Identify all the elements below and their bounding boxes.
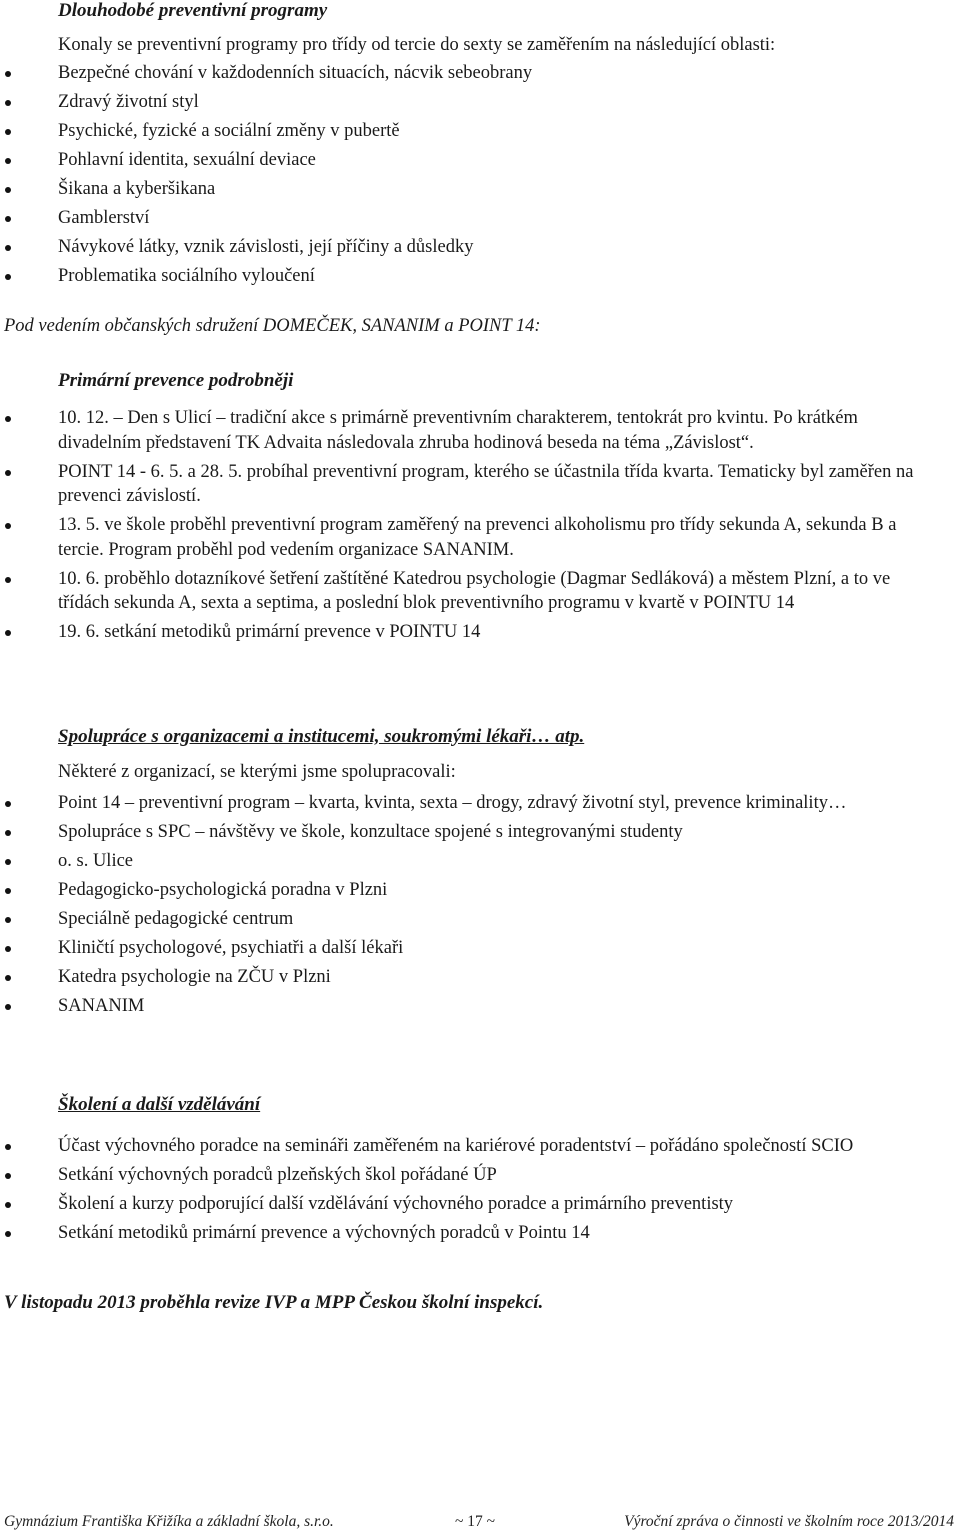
list-item: Setkání výchovných poradců plzeňských škol pořádané ÚP bbox=[0, 1163, 938, 1188]
organization-list bbox=[0, 791, 960, 1023]
footer-report-title: Výroční zpráva o činnosti ve školním roce 2013/2014 bbox=[624, 1513, 954, 1530]
list-item: POINT 14 - 6. 5. a 28. 5. probíhal preventivní program, kterého se účastnila třída kvarta. Tematicky byl zaměřen na prevenci závislostí. bbox=[0, 460, 938, 509]
list-item: Setkání metodiků primární prevence a výchovných poradců v Pointu 14 bbox=[0, 1221, 938, 1246]
list-item: Problematika sociálního vyloučení bbox=[0, 262, 960, 291]
list-item: Školení a kurzy podporující další vzdělávání výchovného poradce a primárního preventisty bbox=[0, 1192, 938, 1217]
list-item: Pohlavní identita, sexuální deviace bbox=[0, 146, 960, 175]
list-item: Bezpečné chování v každodenních situacích, nácvik sebeobrany bbox=[0, 59, 960, 88]
footer-page-number: ~ 17 ~ bbox=[455, 1513, 496, 1530]
prevention-event-list bbox=[0, 406, 960, 649]
section-title-training: Školení a další vzdělávání bbox=[58, 1094, 261, 1115]
section-intro: Některé z organizací, se kterými jsme spolupracovali: bbox=[58, 762, 456, 782]
list-item: Point 14 – preventivní program – kvarta, kvinta, sexta – drogy, zdravý životní styl, prevence kriminality… bbox=[0, 791, 938, 816]
section-title-long-term-programs: Dlouhodobé preventivní programy bbox=[58, 0, 328, 21]
list-item: 10. 12. – Den s Ulicí – tradiční akce s primárně preventivním charakterem, tentokrát pro kvintu. Po krátkém divadelním představení TK Advaita následovala zhruba hodinová beseda na téma „Závislost“. bbox=[0, 406, 938, 455]
list-item: Návykové látky, vznik závislosti, její příčiny a důsledky bbox=[0, 233, 960, 262]
list-item: Pedagogicko-psychologická poradna v Plzni bbox=[0, 878, 938, 903]
list-item: o. s. Ulice bbox=[0, 849, 938, 874]
list-item: 10. 6. proběhlo dotazníkové šetření zaštítěné Katedrou psychologie (Dagmar Sedláková) a městem Plzní, a to ve třídách sekunda A, sexta a septima, a poslední blok preventivního programu v kvartě v POINTU 14 bbox=[0, 567, 938, 616]
list-item: Speciálně pedagogické centrum bbox=[0, 907, 938, 932]
footer-school-name: Gymnázium Františka Křižíka a základní škola, s.r.o. bbox=[4, 1513, 334, 1530]
leadership-note: Pod vedením občanských sdružení DOMEČEK, SANANIM a POINT 14: bbox=[4, 316, 541, 336]
list-item: 19. 6. setkání metodiků primární prevence v POINTU 14 bbox=[0, 620, 938, 645]
list-item: Kliničtí psychologové, psychiatři a další lékaři bbox=[0, 936, 938, 961]
list-item: 13. 5. ve škole proběhl preventivní program zaměřený na prevenci alkoholismu pro třídy sekunda A, sekunda B a tercie. Program proběhl pod vedením organizace SANANIM. bbox=[0, 513, 938, 562]
list-item: SANANIM bbox=[0, 994, 938, 1019]
list-item: Spolupráce s SPC – návštěvy ve škole, konzultace spojené s integrovanými studenty bbox=[0, 820, 938, 845]
list-item: Zdravý životní styl bbox=[0, 88, 960, 117]
section-title-primary-prevention: Primární prevence podrobněji bbox=[58, 370, 294, 391]
list-item: Gamblerství bbox=[0, 204, 960, 233]
topic-list bbox=[0, 59, 960, 291]
list-item: Šikana a kyberšikana bbox=[0, 175, 960, 204]
section-title-cooperation: Spolupráce s organizacemi a institucemi, soukromými lékaři… atp. bbox=[58, 726, 585, 747]
training-list bbox=[0, 1134, 960, 1250]
section-intro: Konaly se preventivní programy pro třídy od tercie do sexty se zaměřením na následující oblasti: bbox=[58, 35, 776, 55]
list-item: Účast výchovného poradce na semináři zaměřeném na kariérové poradentství – pořádáno společností SCIO bbox=[0, 1134, 938, 1159]
revision-note: V listopadu 2013 proběhla revize IVP a MPP Českou školní inspekcí. bbox=[4, 1292, 544, 1313]
list-item: Psychické, fyzické a sociální změny v pubertě bbox=[0, 117, 960, 146]
list-item: Katedra psychologie na ZČU v Plzni bbox=[0, 965, 938, 990]
